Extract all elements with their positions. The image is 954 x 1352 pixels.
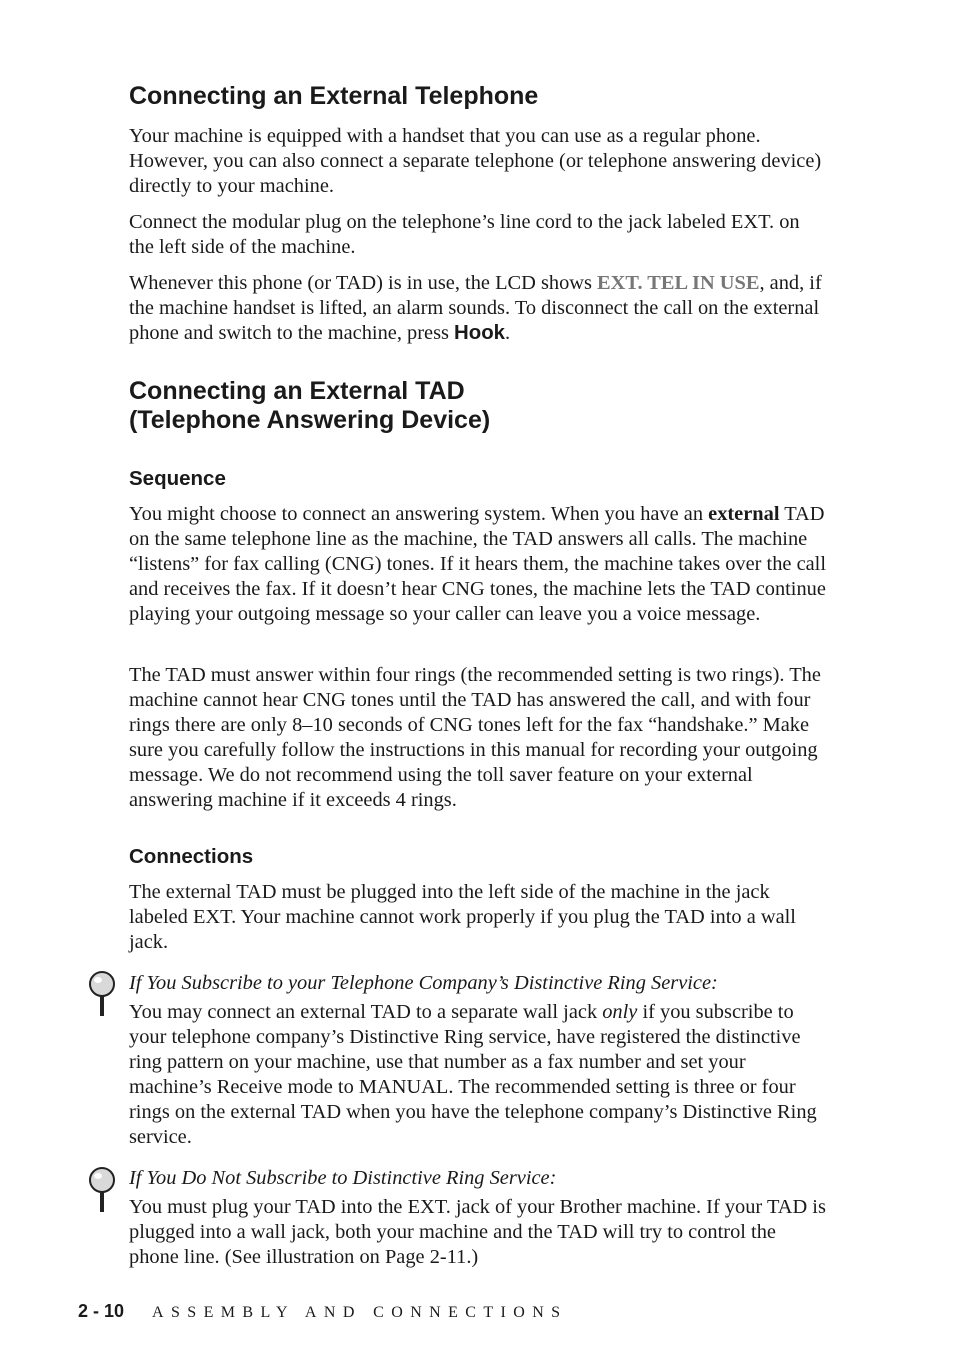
subheading-connections: Connections xyxy=(129,845,254,868)
text-segment: , and, if the machine handset is lifted, an alarm sounds. To disconnect the call on the external phone and switch to the machine, press xyxy=(129,272,822,344)
footer-section-title: ASSEMBLY AND CONNECTIONS xyxy=(152,1304,568,1321)
lcd-message: EXT. TEL IN USE xyxy=(597,272,760,294)
subheading-sequence: Sequence xyxy=(129,467,226,490)
paragraph-sequence-2: The TAD must answer within four rings (the recommended setting is two rings). The machine cannot hear CNG tones until the TAD has answered the call, and with four rings there are only 8–10 seconds of CNG tones left for the fax “handshake.” Make sure you carefully follow the instructions in this manual for recording your outgoing message. We do not recommend using the toll saver feature on your external answering machine if it exceeds 4 rings. xyxy=(129,664,821,811)
text-segment: if you subscribe to your telephone company’s Distinctive Ring service, have registered the distinctive ring pattern on your machine, use that number as a fax number and set your machine’s Receive mode to MANUAL. The recommended setting is three or four rings on the external TAD when you have the telephone company’s Distinctive Ring service. xyxy=(129,1001,817,1148)
heading-line: Connecting an External TAD xyxy=(129,377,465,405)
note-title-distinctive-ring: If You Subscribe to your Telephone Company’s Distinctive Ring Service: xyxy=(129,972,718,994)
text-segment: Whenever this phone (or TAD) is in use, the LCD shows xyxy=(129,272,598,294)
paragraph-lcd-ext-tel xyxy=(129,271,829,346)
note-pin-icon xyxy=(86,970,118,1018)
text-segment: . xyxy=(505,322,511,344)
heading-external-telephone: Connecting an External Telephone xyxy=(129,82,539,110)
heading-line: (Telephone Answering Device) xyxy=(129,406,491,434)
heading-external-tad xyxy=(129,377,829,435)
note-text-distinctive-ring xyxy=(129,1000,829,1150)
hook-key-label: Hook xyxy=(454,322,506,344)
page-number: 2 - 10 xyxy=(78,1301,125,1321)
note-pin-icon xyxy=(86,1166,118,1214)
note-title-no-distinctive-ring: If You Do Not Subscribe to Distinctive Ring Service: xyxy=(129,1167,557,1189)
text-segment: TAD on the same telephone line as the machine, the TAD answers all calls. The machine “listens” for fax calling (CNG) tones. If it hears them, the machine takes over the call and receives the fax. If it doesn’t hear CNG tones, the machine lets the TAD continue playing your outgoing message so your caller can leave you a voice message. xyxy=(129,503,826,625)
emphasis-only: only xyxy=(602,1001,638,1023)
paragraph-connections: The external TAD must be plugged into the left side of the machine in the jack labeled EXT. Your machine cannot work properly if you plug the TAD into a wall jack. xyxy=(129,881,796,953)
note-text-no-distinctive-ring: You must plug your TAD into the EXT. jack of your Brother machine. If your TAD is plugged into a wall jack, both your machine and the TAD will try to control the phone line. (See illustration on Page 2-11.) xyxy=(129,1196,826,1268)
page-footer xyxy=(78,1299,567,1323)
paragraph-modular-plug: Connect the modular plug on the telephone’s line cord to the jack labeled EXT. on the left side of the machine. xyxy=(129,211,800,258)
paragraph-handset-intro: Your machine is equipped with a handset that you can use as a regular phone. However, you can also connect a separate telephone (or telephone answering device) directly to your machine. xyxy=(129,125,822,197)
text-segment: You might choose to connect an answering system. When you have an xyxy=(129,503,709,525)
paragraph-sequence-1 xyxy=(129,502,829,627)
emphasis-external: external xyxy=(708,503,780,525)
text-segment: You may connect an external TAD to a separate wall jack xyxy=(129,1001,603,1023)
